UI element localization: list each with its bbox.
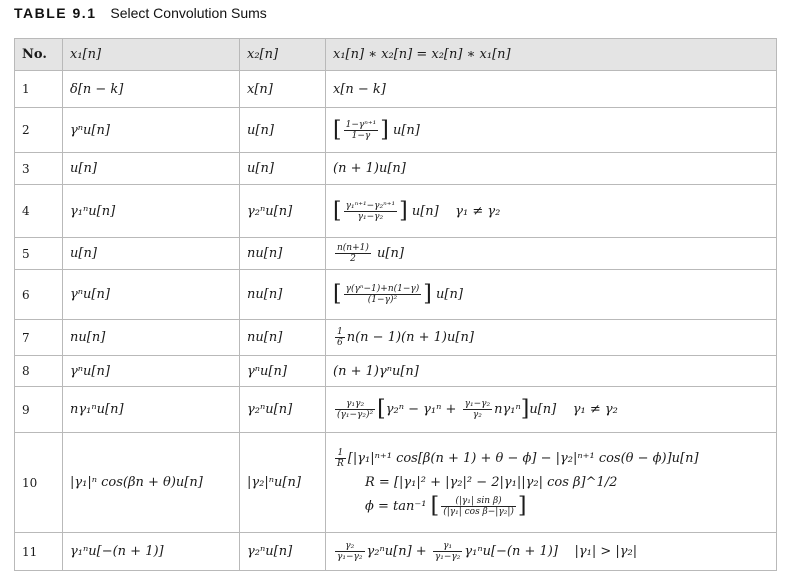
- x2-cell: γ₂ⁿu[n]: [240, 387, 326, 433]
- table-row: [15, 238, 777, 270]
- fraction: $\frac{\text{γ₁γ₂}}{\text{(γ₁−γ₂)²}}$: [337, 399, 374, 420]
- x2-cell: |γ₂|ⁿu[n]: [240, 433, 326, 533]
- x1-cell: u[n]: [63, 153, 240, 185]
- x1-cell: |γ₁|ⁿ cos(βn + θ)u[n]: [63, 433, 240, 533]
- fraction: $\frac{\text{1−γⁿ⁺¹}}{1-\gamma}$: [345, 119, 377, 141]
- table-row: [15, 153, 777, 185]
- row-number: 6: [15, 270, 63, 320]
- x1-cell: nγ₁ⁿu[n]: [63, 387, 240, 433]
- table-row: [15, 185, 777, 238]
- convolution-table: [14, 38, 777, 571]
- result-cell: [ $\frac{\text{γ₁ⁿ⁺¹−γ₂ⁿ⁺¹}}{\text{γ₁−γ₂}}$ ] u[n] γ₁ ≠ γ₂: [326, 185, 777, 238]
- x1-cell: u[n]: [63, 238, 240, 270]
- x2-cell: nu[n]: [240, 320, 326, 356]
- table-row: [15, 387, 777, 433]
- result-cell: $\frac{\text{γ₁γ₂}}{\text{(γ₁−γ₂)²}}$ [γ₂ⁿ − γ₁ⁿ + $\frac{\text{γ₁−γ₂}}{\text{γ₂}}$ nγ₁ⁿ]u[n] γ₁ ≠ γ₂: [326, 387, 777, 433]
- x2-cell: nu[n]: [240, 270, 326, 320]
- table-title: Select Convolution Sums: [110, 5, 267, 21]
- table-row: [15, 320, 777, 356]
- x2-cell: γ₂ⁿu[n]: [240, 533, 326, 571]
- fraction: $\frac{\text{γ₁}}{\text{γ₁−γ₂}}$: [434, 541, 461, 562]
- header-result: x₁[n] ∗ x₂[n] = x₂[n] ∗ x₁[n]: [326, 39, 777, 71]
- row-number: 11: [15, 533, 63, 571]
- x1-cell: δ[n − k]: [63, 71, 240, 108]
- result-cell: $\frac{1}{6}$ n(n − 1)(n + 1)u[n]: [326, 320, 777, 356]
- x1-cell: γⁿu[n]: [63, 270, 240, 320]
- x2-cell: u[n]: [240, 108, 326, 153]
- result-cell: $\frac{n(n+1)}{2}$ u[n]: [326, 238, 777, 270]
- row-number: 7: [15, 320, 63, 356]
- x2-cell: nu[n]: [240, 238, 326, 270]
- fraction: $\frac{1}{6}$: [337, 327, 343, 348]
- table-row: [15, 356, 777, 387]
- row-number: 2: [15, 108, 63, 153]
- table-label: TABLE 9.1: [14, 5, 97, 21]
- row-number: 4: [15, 185, 63, 238]
- fraction: $\frac{1}{R}$: [337, 447, 344, 469]
- row-number: 10: [15, 433, 63, 533]
- result-cell: $\frac{1}{R}$ [|γ₁|ⁿ⁺¹ cos[β(n + 1) + θ − ϕ] − |γ₂|ⁿ⁺¹ cos(θ − ϕ)]u[n] R = [|γ₁|² + |γ₂|² − 2|γ₁||γ₂| cos β]^1/2 ϕ = tan⁻¹ [ $\frac{\text{(|γ₁| sin β)}}{\text{(|γ₁| cos β−|γ₂|)}}$ ]: [326, 433, 777, 533]
- x1-cell: γⁿu[n]: [63, 108, 240, 153]
- fraction: $\frac{\text{(|γ₁| sin β)}}{\text{(|γ₁| cos β−|γ₂|)}}$: [443, 495, 514, 517]
- result-cell: x[n − k]: [326, 71, 777, 108]
- header-no: No.: [15, 39, 63, 71]
- row-number: 9: [15, 387, 63, 433]
- x2-cell: x[n]: [240, 71, 326, 108]
- result-cell: (n + 1)γⁿu[n]: [326, 356, 777, 387]
- x1-cell: γ₁ⁿu[−(n + 1)]: [63, 533, 240, 571]
- x1-cell: nu[n]: [63, 320, 240, 356]
- row-number: 8: [15, 356, 63, 387]
- fraction: $\frac{n(n+1)}{2}$: [337, 243, 369, 264]
- table-row: [15, 270, 777, 320]
- result-cell: [ $\frac{\text{γ(γⁿ−1)+n(1−γ)}}{\text{(1−γ)²}}$ ] u[n]: [326, 270, 777, 320]
- table-row: [15, 71, 777, 108]
- row-number: 3: [15, 153, 63, 185]
- result-cell: $\frac{\text{γ₂}}{\text{γ₁−γ₂}}$ γ₂ⁿu[n] + $\frac{\text{γ₁}}{\text{γ₁−γ₂}}$ γ₁ⁿu[−(n + 1)] |γ₁| > |γ₂|: [326, 533, 777, 571]
- fraction: $\frac{\text{γ(γⁿ−1)+n(1−γ)}}{\text{(1−γ)²}}$: [345, 284, 420, 305]
- table-row: [15, 108, 777, 153]
- x2-cell: γⁿu[n]: [240, 356, 326, 387]
- header-x2: x₂[n]: [240, 39, 326, 71]
- table-row: [15, 533, 777, 571]
- table-caption: [14, 5, 267, 23]
- x1-cell: γ₁ⁿu[n]: [63, 185, 240, 238]
- result-cell: [ $\frac{\text{1−γⁿ⁺¹}}{1-\gamma}$ ] u[n]: [326, 108, 777, 153]
- x2-cell: u[n]: [240, 153, 326, 185]
- fraction: $\frac{\text{γ₁ⁿ⁺¹−γ₂ⁿ⁺¹}}{\text{γ₁−γ₂}}$: [345, 200, 396, 222]
- result-cell: (n + 1)u[n]: [326, 153, 777, 185]
- row-number: 5: [15, 238, 63, 270]
- fraction: $\frac{\text{γ₂}}{\text{γ₁−γ₂}}$: [337, 541, 363, 562]
- header-x1: x₁[n]: [63, 39, 240, 71]
- table-row: [15, 433, 777, 533]
- x1-cell: γⁿu[n]: [63, 356, 240, 387]
- row-number: 1: [15, 71, 63, 108]
- fraction: $\frac{\text{γ₁−γ₂}}{\text{γ₂}}$: [464, 399, 491, 420]
- header-row: [15, 39, 777, 71]
- x2-cell: γ₂ⁿu[n]: [240, 185, 326, 238]
